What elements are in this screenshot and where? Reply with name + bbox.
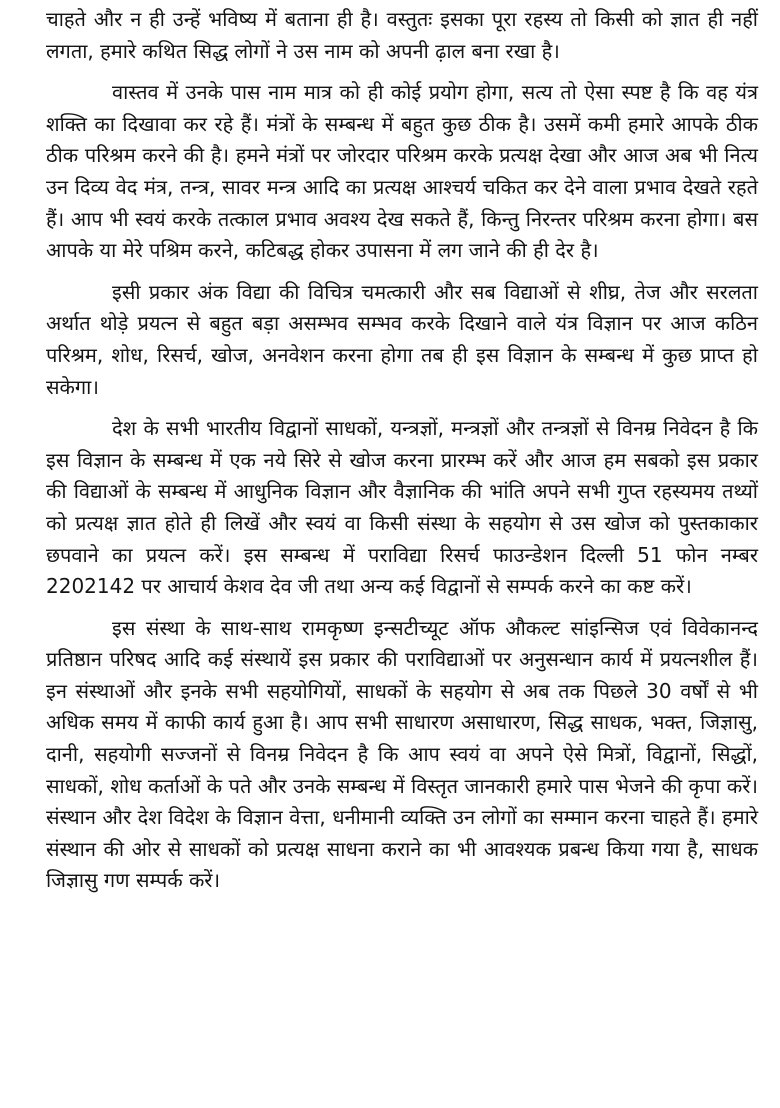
paragraph-numerology-yantra: इसी प्रकार अंक विद्या की विचित्र चमत्कारी और सब विद्याओं से शीघ्र, तेज और सरलता अर्थात थोड़े प्रयत्न से बहुत बड़ा असम्भव सम्भव करके दिखाने वाले यंत्र विज्ञान पर आज कठिन परिश्रम, शोध, रिसर्च, खोज, अनवेशन करना होगा तब ही इस विज्ञान के सम्बन्ध में कुछ प्राप्त हो सकेगा।: [46, 279, 758, 399]
paragraph-request-to-scholars: देश के सभी भारतीय विद्वानों साधकों, यन्त्रज्ञों, मन्त्रज्ञों और तन्त्रज्ञों से विनम्र निवेदन है कि इस विज्ञान के सम्बन्ध में एक नये सिरे से खोज करना प्रारम्भ करें और आज हम सबको इस प्रकार की विद्याओं के सम्बन्ध में आधुनिक विज्ञान और वैज्ञानिक की भांति अपने सभी गुप्त रहस्यमय तथ्यों को प्रत्यक्ष ज्ञात होते ही लिखें और स्वयं वा किसी संस्था के सहयोग से उस खोज को पुस्तकाकार छपवाने का प्रयत्न करें। इस सम्बन्ध में पराविद्या रिसर्च फाउन्डेशन दिल्ली 51 फोन नम्बर 2202142 पर आचार्य केशव देव जी तथा अन्य कई विद्वानों से सम्पर्क करने का कष्ट करें।: [46, 416, 758, 599]
paragraph-continued: चाहते और न ही उन्हें भविष्य में बताना ही है। वस्तुतः इसका पूरा रहस्य तो किसी को ज्ञात ही नहीं लगता, हमारे कथित सिद्ध लोगों ने उस नाम को अपनी ढ़ाल बना रखा है।: [46, 7, 758, 63]
paragraph-mantra-practice: वास्तव में उनके पास नाम मात्र को ही कोई प्रयोग होगा, सत्य तो ऐसा स्पष्ट है कि वह यंत्र शक्ति का दिखावा कर रहे हैं। मंत्रों के सम्बन्ध में बहुत कुछ ठीक है। उसमें कमी हमारे आपके ठीक ठीक परिश्रम करने की है। हमने मंत्रों पर जोरदार परिश्रम करके प्रत्यक्ष देखा और आज अब भी नित्य उन दिव्य वेद मंत्र, तन्त्र, सावर मन्त्र आदि का प्रत्यक्ष आश्चर्य चकित कर देने वाला प्रभाव देखते रहते हैं। आप भी स्वयं करके तत्काल प्रभाव अवश्य देख सकते हैं, किन्तु निरन्तर परिश्रम करना होगा। बस आपके या मेरे पश्रिम करने, कटिबद्ध होकर उपासना में लग जाने की ही देर है।: [46, 80, 758, 263]
paragraph-institutions: इस संस्था के साथ-साथ रामकृष्ण इन्सटीच्यूट ऑफ औकल्ट सांइन्सिज एवं विवेकानन्द प्रतिष्ठान परिषद आदि कई संस्थायें इस प्रकार की पराविद्याओं पर अनुसन्धान कार्य में प्रयत्नशील हैं। इन संस्थाओं और इनके सभी सहयोगियों, साधकों के सहयोग से अब तक पिछले 30 वर्षों से भी अधिक समय में काफी कार्य हुआ है। आप सभी साधारण असाधारण, सिद्ध साधक, भक्त, जिज्ञासु, दानी, सहयोगी सज्जनों से विनम्र निवेदन है कि आप स्वयं वा अपने ऐसे मित्रों, विद्वानों, सिद्धों, साधकों, शोध कर्ताओं के पते और उनके सम्बन्ध में विस्तृत जानकारी हमारे पास भेजने की कृपा करें। संस्थान और देश विदेश के विज्ञान वेत्ता, धनीमानी व्यक्ति उन लोगों का सम्मान करना चाहते हैं। हमारे संस्थान की ओर से साधकों को प्रत्यक्ष साधना कराने का भी आवश्यक प्रबन्ध किया गया है, साधक जिज्ञासु गण सम्पर्क करें।: [46, 615, 758, 893]
